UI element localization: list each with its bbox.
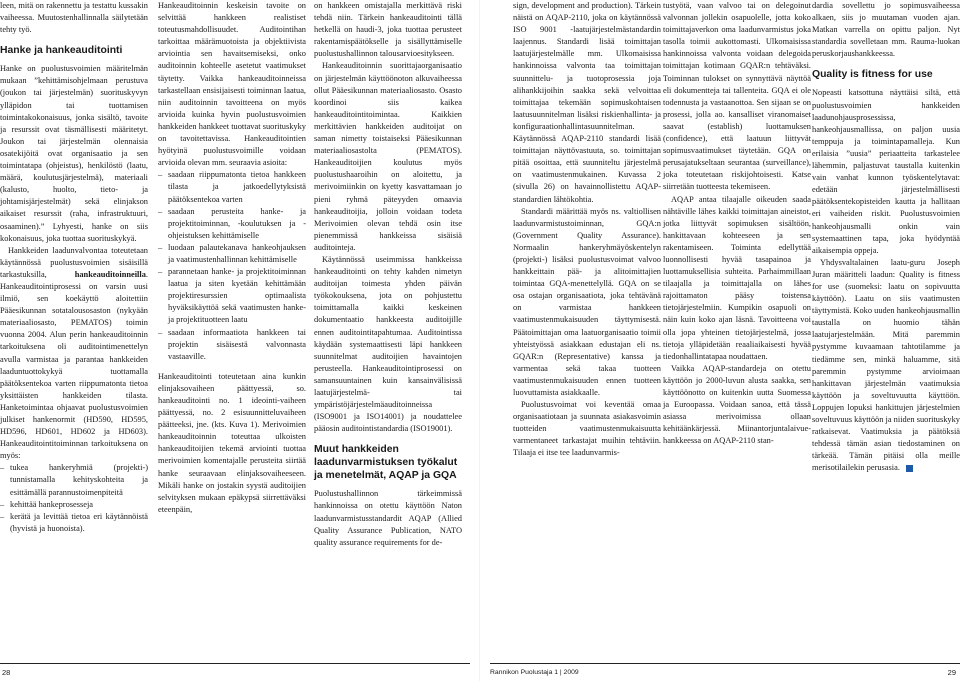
- paragraph: Yhdysvaltalainen laatu-guru Joseph Juran määritteli laadun: Quality is fitness for use (suomeksi: laatu on sopivuutta käyttöön). Laatu on siis vaatimusten täyttymistä. Koko uuden hankeohjausmallin taustalla on huomio tähän laatujarjestelmään. Mitä paremmin pystymme kuvaamaan tahtotilamme ja tiedämme sen, minkä haluamme, sitä paremmin pystymme arvioimaan hankittavan järjestelmän vaatimuksia käyttöön ja soveltuvuutta käyttöön. Loppujen lopuksi hankittujen järjestelmien soveltuvuus käyttöön ja niiden suorituskyky ratkaisevat. Vaatimuksia ja päätöksiä tehdessä tämän asian tiedostaminen on tärkeää. Tämän pitäisi olla meille merisotilailekin perusasia.: [812, 257, 960, 473]
- column-6: [812, 0, 960, 474]
- list-item: – saadaan riippumatonta tietoa hankkeen tilasta ja jatkoedellytyksistä päätöksentekoa varten: [158, 169, 306, 205]
- paragraph: sign, development and production). Tärkein näistä on AQAP-2110, joka on käytännössä ISO 9001 -laatujärjestelmästandardin laajennus. Standardi lisää toimittajan laatujärjestelmälle mm. Ulkomaisissa hankinnoissa valvonta taa toimittajan suunnittelu- ja tuotoprosessia joja alihankkijoihin saakka sekä velvoittaa toimittajaa tekemään sopimuskohtaisen laatusuunnitelman lisäksi riskienhallinta- ja konfiguraationhallintasuunnitelman. Käytännössä AQAP-2110 standardi lisää toimittajan näyttövastuuta, so. toimittajan pitää osoittaa, että suunniteltu järjestelmä on vaatimustenmukainen. Kuvassa 2 (sivulla 26) on havainnollistettu AQAP-standardien lähtökohtia.: [513, 1, 661, 204]
- list-item: – saadaan perusteita hanke- ja projektitoiminnan, -koulutuksen ja -ohjeistuksen kehittämiselle: [158, 206, 306, 242]
- paragraph: Hankeauditointi toteutetaan aina kunkin elinjaksovaiheen päättyessä, so. hankeauditointi no. 1 ideointi-vaiheen päättyessä, no. 2 esisuunnitteluvaiheen päätteeksi, jne. (kts. Kuva 1). Merivoimien hankeauditoinnin toteuttaa ulkoisten hankeauditoijien tekemä arviointi tuottaa merivoimien komentajalle perusteita siirtää hanke seuraavaan elinjaksovaiheeseen. Mikäli hanke on jostakin syystä auditoijien selvityksen mukaan epäkypsä siirrettäväksi eteenpäin,: [158, 371, 306, 514]
- bullet-list: [158, 169, 306, 363]
- paragraph: Hankeauditoinnin suorittajaorganisaatio on järjestelmän käyttöönoton alkuvaiheessa ollut Pääesikunnan materiaaliosasto. Osasto koordinoi siis kaikea hankeauditointitoimintaa. Kaikkien merkittävien hankkeiden auditoijat on saman nimetty toistaiseksi Pääesikunnan materiaaliosastolta (PEMATOS). Hankeauditoijien koulutus myös puolustushaaroihin on aloitettu, ja merivoimiinkin on kyetty kasvattamaan jo pieni ryhmä päteyyden omaavia hankeauditoijia, jolloin voidaan todeta Merivoimien olevan tehdä osin itse pienemmissä hankkeissa sisäisiä auditointeja.: [314, 61, 462, 252]
- section-heading-hanke: Hanke ja hankeauditointi: [0, 45, 123, 57]
- footer-rule-left: [0, 663, 470, 664]
- list-item: – tukea hankeryhmiä (projekti-) tunnistamalla kehityskohteita ja esittämällä parannustoimenpiteitä: [0, 462, 148, 498]
- paragraph: on hankkeen omistajalla merkittävä riski tehdä niin. Tärkein hankeauditointi tällä hetkellä on haudi-3, joka tuottaa perusteet rakentamispäätökselle ja sisällyttämiselle puolustushallinnon talousarvioesitykseen.: [314, 1, 462, 59]
- column-3: [314, 0, 462, 549]
- list-item: – saadaan informaatiota hankkeen tai projektin sisäisestä valvonnasta vastaaville.: [158, 327, 306, 363]
- magazine-name: Rannikon Puolustaja 1 | 2009: [490, 669, 579, 676]
- column-1: [0, 0, 148, 535]
- page-gutter: [479, 0, 480, 681]
- paragraph: AQAP antaa tilaajalle oikeuden saada nähtäville lähes kaikki toimittajan aineistot, jotka liittyvät sopimuksen sisältöön, hankittavaan kohteeseen ja sen rakentamiseen. Toiminta edellyttää luonnollisesti hyvää tasapainoa ja luottamuksellisia suhteita. Parhaimmillaan tilaajalla ja toimittajalla on lähes rajoittamaton pääsy toistensa tietojärjestelmiin. Kumpikin osapuoli on näin kuin koko ajan läsnä. Tavoitteena voi olla jopa yhteinen tietojärjestelmä, jossa tietoja ylläpidetään reaaliaikaisesti hyvää tiedonhallintatapaa noudattaen.: [663, 194, 811, 361]
- paragraph: Vaikka AQAP-standardeja on otettu käyttöön jo 2000-luvun alusta saakka, sen käyttöönotto on kuitenkin uutta Suomessa ja Euroopassa. Voidaan sanoa, että tässä asiassa merivoimissa ollaan kehitäänkärjessä. Miinantorjuntalaivue-hankkeessa on AQAP-2110 stan-: [663, 363, 811, 446]
- list-item: – luodaan palautekanava hankeohjauksen ja vaatimustenhallinnan kehittämiselle: [158, 242, 306, 266]
- paragraph: Puolustushallinnon tärkeimmissä hankinnoissa on otettu käyttöön Naton laadunvarmistusstandardit AQAP (Allied Quality Assurance Publication, NATO quality assurance requirements for de-: [314, 489, 462, 547]
- lead-paragraph: leen, mitä on rakennettu ja testattu kussakin vaiheessa. Muutostenhallinnalla säilytetään tehty työ.: [0, 1, 148, 35]
- paragraph: dardia sovellettu jo sopimusvaiheessa alkaen, siis jo muutaman vuoden ajan. Matkan varrella on opittu paljon. Nyt standardia sovelletaan mm. Rauma-luokan peruskorjaushankkeessa.: [812, 1, 960, 59]
- paragraph: tustyötä, vaan valvoo tai on delegoinut valvonnan jollekin osapuolelle, jotta koko toimittajaverkon oma laadunvarmistus joka tasolla toimii aukottomasti. Ulkomaisissa hankinnoissa valvonta voidaan delegoida toimittajan kotimaan GQAR:n tehtäväksi. Toiminnan tulokset on synnyttävä näyttöä eli dokumentteja tai tallenteita. GQA ei ole todennusta ja vastaanottoa. Sen sijaan se on prosessi, jolla ao. kansalliset viranomaiset saavat (establish) luottamuksen (confidence), että laatuun liittyvät sopimusvaatimukset täytetään. GQA on perusajatukseltaan seurantaa (surveillance), joka toteutetaan riskijohtoisesti. Katse siirretään tuotteesta tekemiseen.: [663, 1, 811, 192]
- column-5: [663, 0, 811, 447]
- page-number-left: 28: [2, 668, 11, 677]
- list-item: – kehittää hankeprosesseja: [0, 499, 148, 511]
- section-heading-aqap-gqa: Muut hankkeiden laadunvarmistuksen työkalut ja menetelmät, AQAP ja GQA: [314, 444, 458, 482]
- paragraph: Standardi määrittää myös ns. valtiollisen laadunvarmistustoiminnan, GQA:n (Government Quality Assurance). Normaalin hankeryhmäyöskentelyn (projekti-) lisäksi puolustusvoimat valvoo hankkeittain pää- ja alitoimittajien toimintaa GQA-menettelyllä. GQA on se osa ostajan organisaatiota, joka tehtävänä on varmistaa hankkeen vaatimustenmukaisuuden täyttymisestä. Päätoimittajan oma laatuorganisaatio toimii yhteistyössä asiakkaan edustajan eli ns. GQAR:n (Representative) kanssa ja varmentaa sekä takaa tuotteen vaatimustenmukaisuuden ennen tuotteen luovuttamista asiakkaalle.: [513, 206, 661, 397]
- paragraph: Käytännössä useimmissa hankkeissa hankeauditointi on tehty kahden nimetyn auditoijan toimesta yhden päivän työkokouksena, jota on pohjustettu toimittamalla kaikki keskeinen dokumentaatio hankkeesta auditoijille ennen auditointitapahtumaa. Auditointissa käydään systemaattisesti läpi hankkeen suunnitelmat auditoijien havaintojen perusteella. Hankeauditointiprosessi on samansuuntainen kuin kansainvälisissä laatujärjestelmä- tai ympäristöjärjestelmäauditoinneissa (ISO9001 ja ISO14001) ja noudattelee pääosin auditointistandardia (ISO19001).: [314, 254, 462, 434]
- page-number-right: 29: [947, 668, 956, 677]
- paragraph: Puolustusvoimat voi keventää omaa organisaatiotaan ja suunnata asiakasvoimin tuotteiden vaatimustenmukaisuutta varmentaneet tarkastajat muihin tehtäviin. Tilaaja ei itse tee laadunvarmis-: [513, 400, 661, 458]
- footer-rule-right: [490, 663, 960, 664]
- column-4: [513, 0, 661, 460]
- paragraph: Nopeasti katsottuna näyttäisi siltä, että puolustusvoimien hankkeiden laadunohjausprosessissa, hankeohjausmallissa, on paljon uusia temppuja ja toimintapamalleja. Kun erilaisia ”uusia” periaatteita tarkastelee lähemmin, paljastuvat taustalla kuitenkin vain vanhat kunnon työskentelytavat: edetään järjestelmällisesti päätöksentekopisteiden kautta ja hallitaan eri vaiheiden riskit. Puolustusvoimien hankeohjausmalli onkin vain systemaattinen tapa, joka hyödyntää aikaisempia oppeja.: [812, 88, 960, 255]
- list-item: – kerätä ja levittää tietoa eri käytännöistä (hyvistä ja huonoista).: [0, 511, 148, 535]
- column-2: [158, 0, 306, 516]
- paragraph: Hankkeiden laadunvalvontaa toteutetaan käytännössä puolustusvoimien sisäisillä tarkastuksilla, hankeauditoinneilla. Hankeauditointiprosessi on varsin uusi ilmiö, sen koekäyttö aloitettiin Pääesikunnan sotatalousosaston (nykyään materiaaliosasto, PEMATOS) toimin vuonna 2004. Alun perin hankeauditoinnin tarkoituksena oli auditointimenettelyn avulla varmistaa ja parantaa hankkeiden laaduntuottokykyä tuottamalla päätöksentekoa varten riippumatonta tietoa yksittäisten hankkeiden tilasta. Hanketoimintaa ohjaavat puolustusvoimien julkiset hankenormit (HD590, HD595, HD596, HD601, HD602 ja HD603). Hankeauditointitoiminnan tarkoituksena on myös:: [0, 245, 148, 461]
- bullet-list: [0, 462, 148, 535]
- list-item: – parannetaan hanke- ja projektitoiminnan laatua ja siten kyetään kehittämään projektiresurssien optimaalista hyväksikäyttöä sekä vaatimusten hanke- ja projektituotteen laatu: [158, 266, 306, 326]
- paragraph: Hanke on puolustusvoimien määritelmän mukaan ”kehittämisohjelmaan perustuva (joukon tai järjestelmän) suorituskyvyn ylläpidon tai tuottamisen toimintakokonaisuus, jonka sisältö, tavoite ja resurssit ovat täsmällisesti määritetyt. Joukon tai järjestelmän olennaisia osatekijöitä ovat organisaatio ja sen toimintatapa (ohjeistus), henkilöstö (laatu, määrä, koulutusjärjestelmä), materiaali (kalusto, huolto, tieto- ja johtamisjärjestelmät) sekä elinjakson aikaiset resurssit (raha, infrastruktuuri, osaaminen).” Lyhyesti, hanke on siis kokonaisuus, joka tuottaa suorituskykyä.: [0, 64, 148, 243]
- end-mark-icon: [906, 465, 913, 472]
- paragraph: Hankeauditoinnin keskeisin tavoite on selvittää hankkeen realistiset toteutusmahdollisuudet. Auditointihan tarkoittaa määrämuotoista ja objektiivista arviointia sen havaitsemiseksi, onko auditoinnin kohteelle asetetut vaatimukset täytetty. Vaikka hankeauditoinneissa tarkastellaan ensisijaisesti toiminnan laatua, niin auditoinnin tavoitteena on myös arvioida kuinka hyvin puolustusvoimien hankkeiden hankkeet tuottavat suorituskyky on tavoitettavissa. Hankeauditointien hyötyinä puolustusvoimille voidaan arvioida olevan mm. seuraavia asioita:: [158, 1, 306, 168]
- section-heading-quality: Quality is fitness for use: [812, 69, 933, 81]
